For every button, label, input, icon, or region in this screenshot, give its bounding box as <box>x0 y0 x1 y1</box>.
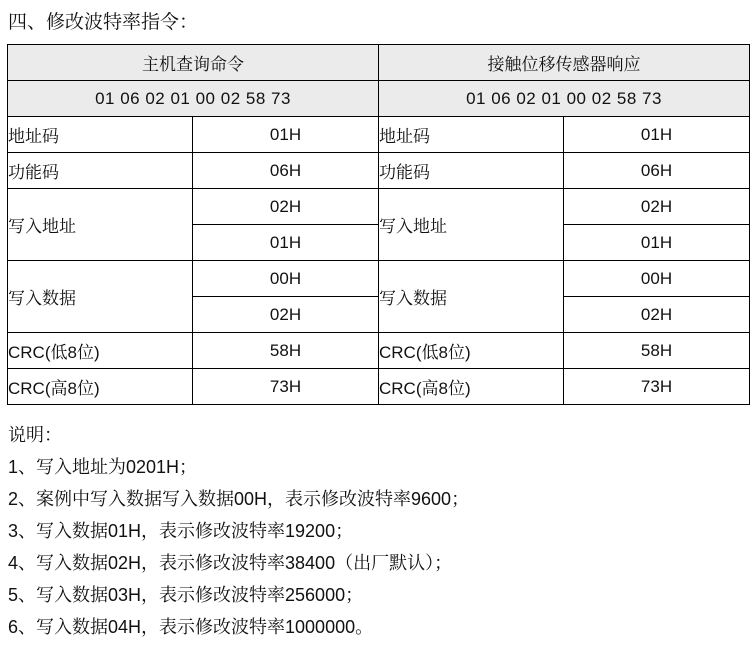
row-value-device: 73H <box>564 369 750 405</box>
notes-heading: 说明： <box>8 425 62 445</box>
row-label-device: 地址码 <box>379 117 564 153</box>
row-value-device: 02H <box>564 189 750 225</box>
note-item: 3、写入数据01H，表示修改波特率19200； <box>8 521 354 541</box>
protocol-table <box>7 44 750 405</box>
row-label-device: CRC(低8位) <box>379 333 564 369</box>
row-value-host: 02H <box>193 189 379 225</box>
note-item: 2、案例中写入数据写入数据00H，表示修改波特率9600； <box>8 489 470 509</box>
row-label-host: CRC(高8位) <box>8 369 193 405</box>
row-label-host: CRC(低8位) <box>8 333 193 369</box>
table-row <box>8 369 750 405</box>
table-row <box>8 153 750 189</box>
row-label-device: 写入数据 <box>379 261 564 333</box>
row-label-host: 写入数据 <box>8 261 193 333</box>
row-value-device: 58H <box>564 333 750 369</box>
table-header-row <box>8 45 750 81</box>
row-label-host: 写入地址 <box>8 189 193 261</box>
table-row <box>8 333 750 369</box>
row-value-host: 06H <box>193 153 379 189</box>
header-device-response: 接触位移传感器响应 <box>379 45 750 81</box>
note-item: 1、写入地址为0201H； <box>8 457 198 477</box>
table-row <box>8 189 750 225</box>
frame-host-bytes: 01 06 02 01 00 02 58 73 <box>8 81 379 117</box>
row-value-device: 00H <box>564 261 750 297</box>
frame-device-bytes: 01 06 02 01 00 02 58 73 <box>379 81 750 117</box>
note-item: 5、写入数据03H，表示修改波特率256000； <box>8 585 364 605</box>
row-value-device: 06H <box>564 153 750 189</box>
row-label-device: 功能码 <box>379 153 564 189</box>
table-row <box>8 261 750 297</box>
row-label-host: 功能码 <box>8 153 193 189</box>
page-title: 四、修改波特率指令： <box>8 12 199 33</box>
header-host-command: 主机查询命令 <box>8 45 379 81</box>
row-value-host: 01H <box>193 225 379 261</box>
notes-section <box>8 419 746 643</box>
row-value-host: 58H <box>193 333 379 369</box>
row-value-host: 01H <box>193 117 379 153</box>
row-value-host: 00H <box>193 261 379 297</box>
row-value-device: 01H <box>564 117 750 153</box>
row-label-host: 地址码 <box>8 117 193 153</box>
note-item: 4、写入数据02H，表示修改波特率38400（出厂默认）； <box>8 553 453 573</box>
table-frame-row <box>8 81 750 117</box>
table-row <box>8 117 750 153</box>
row-label-device: CRC(高8位) <box>379 369 564 405</box>
row-value-device: 01H <box>564 225 750 261</box>
row-value-host: 02H <box>193 297 379 333</box>
row-value-device: 02H <box>564 297 750 333</box>
note-item: 6、写入数据04H，表示修改波特率1000000。 <box>8 617 374 637</box>
row-value-host: 73H <box>193 369 379 405</box>
row-label-device: 写入地址 <box>379 189 564 261</box>
